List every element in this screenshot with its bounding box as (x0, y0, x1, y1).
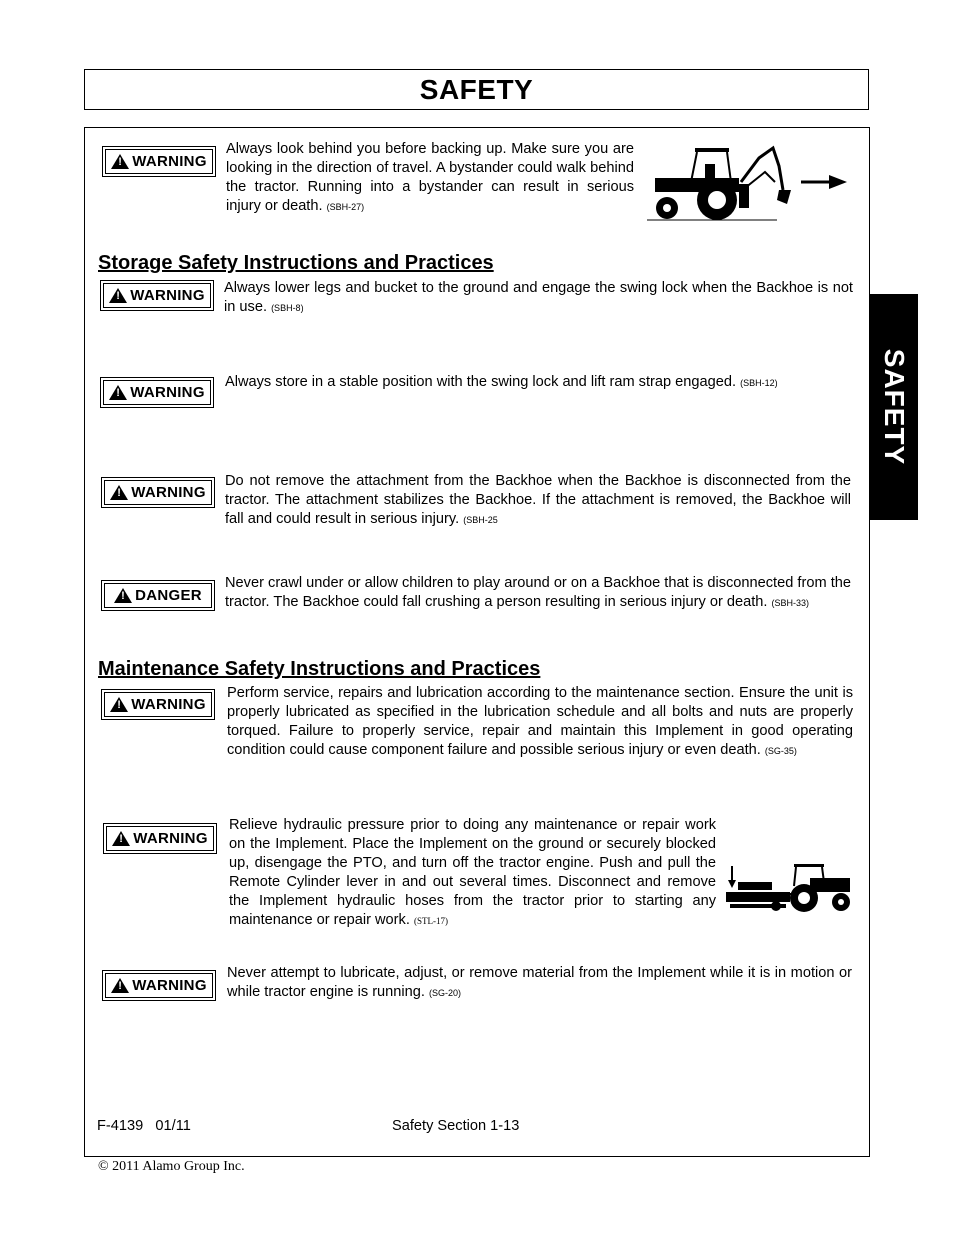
message-code: (SBH-12) (740, 378, 778, 388)
storage-section-heading: Storage Safety Instructions and Practices (98, 252, 494, 274)
message-text: Always store in a stable position with the swing lock and lift ram strap engaged. (225, 374, 737, 390)
tractor-implement-icon (724, 860, 854, 916)
warning-badge (102, 970, 216, 1001)
warning-badge (100, 377, 214, 408)
warning-triangle-icon (111, 978, 129, 993)
badge-label: WARNING (132, 153, 207, 170)
message-code: (SBH-8) (271, 302, 304, 313)
badge-label: WARNING (131, 696, 206, 713)
warning-triangle-icon (109, 385, 127, 400)
warning-badge (101, 689, 215, 720)
warning-triangle-icon (111, 154, 129, 169)
warning-message (226, 140, 634, 217)
danger-badge (101, 580, 215, 611)
warning-message (227, 684, 853, 761)
message-code: (SBH-25 (463, 514, 498, 525)
warning-triangle-icon (109, 288, 127, 303)
message-text: Always look behind you before backing up. Make sure you are looking in the direction of travel. A bystander could walk behind the tractor. Running into a bystander can result in serious injury or death. (226, 141, 634, 214)
page-title: SAFETY (419, 74, 534, 105)
warning-triangle-icon (112, 831, 130, 846)
document-number: F-4139 01/11 (97, 1118, 191, 1134)
message-text: Always lower legs and bucket to the ground and engage the swing lock when the Backhoe is not in use. (224, 280, 853, 315)
section-page-label: Safety Section 1-13 (392, 1118, 520, 1134)
warning-message (229, 816, 716, 930)
warning-message (224, 279, 853, 318)
message-code: (SG-20) (429, 987, 462, 998)
danger-message (225, 574, 851, 613)
badge-label: WARNING (131, 484, 206, 501)
warning-badge (102, 146, 216, 177)
maintenance-section-heading: Maintenance Safety Instructions and Practices (98, 658, 541, 680)
badge-label: DANGER (135, 587, 202, 604)
copyright-notice: © 2011 Alamo Group Inc. (98, 1159, 245, 1174)
badge-label: WARNING (130, 287, 205, 304)
message-text: Do not remove the attachment from the Backhoe when the Backhoe is disconnected from the tractor. The attachment stabilizes the Backhoe. If the attachment is removed, the Backhoe will fall and could result in serious injury. (225, 473, 851, 527)
message-text: Never attempt to lubricate, adjust, or remove material from the Implement while it is in motion or while tractor engine is running. (227, 965, 852, 1000)
message-code: (STL-17) (413, 915, 448, 926)
warning-message (225, 472, 851, 530)
warning-message (225, 373, 853, 393)
message-text: Perform service, repairs and lubrication according to the maintenance section. Ensure the unit is properly lubricated as specified in the lubrication schedule and all bolts and nuts are properly torqued. Failure to properly service, repair and maintain this Implement in good operating condition could cause component failure and possible serious injury or even death. (227, 685, 853, 758)
badge-label: WARNING (132, 977, 207, 994)
badge-label: WARNING (130, 384, 205, 401)
warning-triangle-icon (110, 485, 128, 500)
warning-message (227, 964, 852, 1003)
danger-triangle-icon (114, 588, 132, 603)
warning-badge (101, 477, 215, 508)
message-text: Relieve hydraulic pressure prior to doing any maintenance or repair work on the Implement. Place the Implement on the ground or securely blocked up, disengage the PTO, and turn off the tractor engine. Push and pull the Remote Cylinder lever in and out several times. Disconnect and remove the Implement hydraulic hoses from the tractor prior to starting any maintenance or repair work. (229, 817, 716, 928)
side-tab (869, 294, 918, 520)
badge-label: WARNING (133, 830, 208, 847)
side-tab-label: SAFETY (878, 348, 910, 466)
backhoe-tractor-icon (645, 142, 851, 222)
message-text: Never crawl under or allow children to play around or on a Backhoe that is disconnected from the tractor. The Backhoe could fall crushing a person resulting in serious injury or death. (225, 575, 851, 610)
message-code: (SBH-27) (326, 201, 365, 212)
warning-triangle-icon (110, 697, 128, 712)
warning-badge (100, 280, 214, 311)
warning-badge (103, 823, 217, 854)
message-code: (SBH-33) (771, 597, 810, 608)
message-code: (SG-35) (764, 745, 797, 756)
